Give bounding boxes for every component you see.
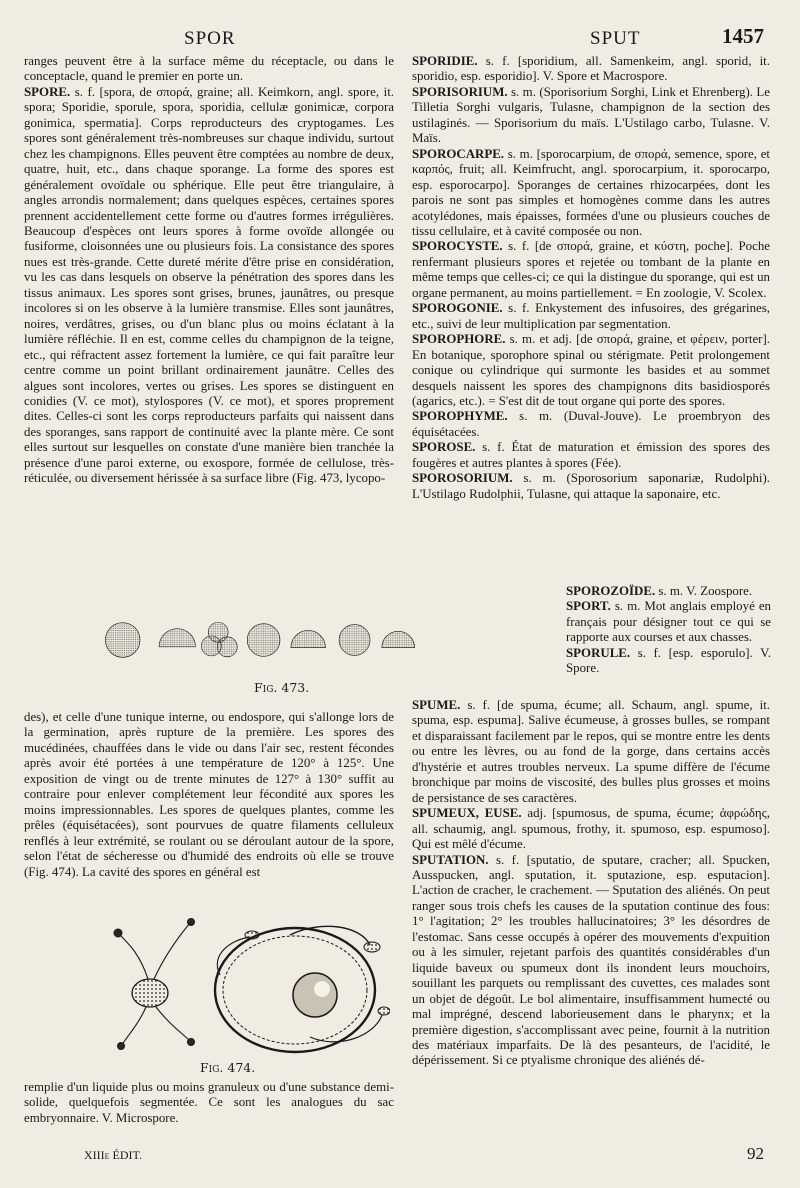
entry-spume <box>412 698 770 806</box>
paragraph-after-fig473: des), et celle d'une tunique interne, ou endospore, qui s'allonge lors de la germination, après rupture de la première. Les spores des mucédinées, chauffées dans le vide ou dans l'air sec, restent fécondes après avoir été portées à une température de 120° à 125°. Une exposition de vingt ou de trente minutes de 127° à 130° suffit au contraire pour enlever complétement leur fécondité aux spores les moins impressionnables. Les spores de quelques plantes, comme les prêles (équisétacées), sont pourvues de quatre filaments celluleux renflés à leur extrémité, se roulant ou se déroulant autour de la spore, selon l'état de sécheresse ou d'humidé des endroits où elle se trouve (Fig. 474). La cavité des spores en général est <box>24 710 394 879</box>
entry-sporocarpe <box>412 147 770 240</box>
entry-body: adj. [spumosus, de spuma, écume; ἀφρώδης, all. schaumig, angl. spumous, frothy, it. spumoso, esp. espumoso]. Qui est mêlé d'écume. <box>412 806 770 852</box>
entry-body: s. m. V. Zoospore. <box>655 584 753 598</box>
page-footer <box>24 1144 764 1168</box>
entry-sporogonie <box>412 301 770 332</box>
left-column-bottom <box>24 1080 394 1126</box>
spore-with-elaters-small <box>114 919 195 1050</box>
spore-round-4 <box>247 624 280 657</box>
entry-body: s. f. [esp. esporulo]. V. Spore. <box>566 645 771 676</box>
running-head-right: SPUT <box>590 28 641 49</box>
left-column-top <box>24 54 394 487</box>
figure-474-caption: Fig. 474. <box>200 1060 256 1075</box>
entry-body: s. f. [sputatio, de sputare, cracher; all. Spucken, Ausspucken, angl. sputation, it. sputazione, esp. esputacion]. L'action de cracher, le crachement. — Sputation des aliénés. On peut ranger sous trois chefs les causes de la sputation continue des fous: 1° l'agitation; 2° les troubles hallucinatoires; 3° les désordres de l'estomac. Sans cesse occupés à opérer des mouvements d'expuition ou à les simuler, rejetant parfois des quantités considérables d'un liquide baveux ou spumeux dont ils inondent leurs mouchoirs, souillant les parquets ou remplissant des cuvettes, ces malades sont un objet de dégoût. Le bol alimentaire, insuffisamment humecté ou mal imprégné, descend laborieusement dans le pharynx; et la première digestion, s'accomplissant avec peine, fournit à la nutrition des matériaux imparfaits. De là des pesanteurs, de l'acidité, le dépérissement. Si ce ptyalisme chronique des aliénés dé- <box>412 852 770 1068</box>
entry-body: s. m. (Sporosorium saponariæ, Rudolphi). L'Ustilago Rudolphii, Tulasne, qui attaque la saponaire, etc. <box>412 471 770 501</box>
entry-spumeux <box>412 806 770 852</box>
entry-sporisorium <box>412 85 770 147</box>
headword: SPORIDIE. <box>412 54 478 68</box>
entry-sporose <box>412 440 770 471</box>
running-head-left: SPOR <box>184 28 236 49</box>
headword: SPORISORIUM. <box>412 84 508 99</box>
entry-body: s. m. (Sporisorium Sorghi, Link et Ehrenberg). Le Tilletia Sorghi vulgaris, Tulasne, champignon de la section des ustilaginés. — Sporisorium du maïs. L'Ustilago carbo, Tulasne. V. Maïs. <box>412 84 770 146</box>
entry-body: s. m. (Duval-Jouve). Le proembryon des équisétacées. <box>412 409 770 439</box>
entry-sporozoide <box>566 584 771 599</box>
figure-473-caption: Fig. 473. <box>254 680 310 695</box>
entry-body: s. f. [spora, de σπορά, graine; all. Keimkorn, angl. spore, it. spora; Sporidie, sporule, spora, sporidia, cellulæ gonimicæ, corpora gonimica, spermatia]. Corps reproducteurs des cryptogames. Les spores sont généralement très-nombreuses sur chaque individu, surtout chez les champignons. Elles peuvent être comptées au nombre de deux, quatre, huit, etc., dans chaque sporange. La forme des spores est généralement ovoïdale ou sphérique. Elle peut être triangulaire, à angles arrondis normalement; dans quelques espèces, certaines spores prennent accidentellement cette forme ou d'autres formes irrégulières. Beaucoup d'espèces ont leurs spores à forme ovoïde allongée ou fusiforme, cloisonnées une ou plusieurs fois. La consistance des spores nues est très-grande. Cette dureté mérite d'être prise en considération, vu les cas dans lesquels on observe la pénétration des spores dans les tissus animaux. Les spores sont grises, brunes, jaunâtres, ou presque incolores si on les observe à la lumière transmise. Elles sont jaunâtres, noires, verdâtres, grises, ou d'un blanc plus ou moins éclatant à la lumière réfléchie. Il en est, comme celles du champignon de la teigne, etc., qui réfractent assez fortement la lumière, ce qui fait paraître leur centre comme un point brillant ordinairement jaunâtre. Celles des algues sont incolores, vertes ou grises. Les spores se distinguent en conidies (V. ce mot), stylospores (V. ce mot), et spores proprement dites. Celles-ci sont les corps reproducteurs parfaits qui naissent dans des sporanges, sans rapport de continuité avec la plante mère. Ce sont elles surtout sur lesquelles on constate d'une manière bien tranchée la présence d'une paroi externe, ou exospore, formée de cellulose, très-réticulée, ou diversement hérissée à sa surface libre (Fig. 473, lycopo- <box>24 84 394 486</box>
continued-paragraph: ranges peuvent être à la surface même du réceptacle, ou dans le conceptacle, quand le premier en porte un. <box>24 54 394 84</box>
headword: SPOROGONIE. <box>412 301 503 316</box>
page-number-bottom: 92 <box>747 1144 764 1163</box>
right-column-narrow <box>566 584 771 677</box>
paragraph-end: remplie d'un liquide plus ou moins granuleux ou d'une substance demi-solide, quelquefois segmentée. Ce sont les analogues du sac embryonnaire. V. Microspore. <box>24 1080 394 1125</box>
headword: SPORE. <box>24 84 71 99</box>
entry-sporidie <box>412 54 770 85</box>
right-column-bottom <box>412 698 770 1069</box>
figure-474-equisetum-spores <box>90 915 390 1055</box>
spore-half-5 <box>291 630 326 647</box>
entry-spore <box>24 85 394 487</box>
headword: SPOROSORIUM. <box>412 471 513 486</box>
headword: SPOROSE. <box>412 440 476 455</box>
entry-body: s. f. [de σπορά, graine, et κύστη, poche]. Poche renfermant plusieurs spores et rejetée ou tombant de la plante en même temps que celles-ci; ce qui la distingue du sporange, qui est un organe permanent, au moins partiellement. = En zoologie, V. Scolex. <box>412 239 770 300</box>
figure-473-spores <box>100 600 450 680</box>
entry-sport <box>566 599 771 645</box>
headword: SPOROZOÏDE. <box>566 584 656 598</box>
headword: SPOROPHORE. <box>412 332 506 347</box>
headword: SPORT. <box>566 599 611 614</box>
spore-cluster-3 <box>201 622 237 657</box>
spore-with-elaters-large <box>215 926 390 1052</box>
entry-body: s. f. Enkystement des infusoires, des grégarines, etc., suivi de leur multiplication par segmentation. <box>412 301 770 331</box>
entry-sporosorium <box>412 471 770 502</box>
entry-body: s. m. Mot anglais employé en français pour désigner tout ce qui se rapporte aux courses et aux chasses. <box>566 599 771 645</box>
spore-half-7 <box>382 631 415 647</box>
edition-note: XIIIe ÉDIT. <box>84 1148 142 1162</box>
headword: SPOROCYSTE. <box>412 239 503 254</box>
right-column-top <box>412 54 770 502</box>
spore-round-1 <box>105 623 140 658</box>
entry-body: s. f. État de maturation et émission des spores des fougères et autres plantes à spores (Fée). <box>412 440 770 470</box>
left-column-middle <box>24 710 394 880</box>
entry-body: s. f. [de spuma, écume; all. Schaum, angl. spume, it. spuma, esp. espuma]. Salive écumeuse, à grosses bulles, se rompant et disparaissant facilement par le repos, qui se montre entre les dents ou entre les lèvres, ou au fond de la gorge, dans certains accès d'hystérie et autres troubles nerveux. La spume diffère de l'écume bronchique par moins de viscosité, des bulles plus grosses et moins de persistance de ses caractères. <box>412 698 770 805</box>
headword: SPUME. <box>412 698 461 712</box>
entry-sporophore <box>412 332 770 409</box>
entry-sporule <box>566 646 771 677</box>
spore-half-2 <box>159 629 195 647</box>
entry-sporocyste <box>412 239 770 301</box>
spore-round-6 <box>339 625 370 656</box>
headword: SPOROCARPE. <box>412 146 505 161</box>
entry-body: s. f. [sporidium, all. Samenkeim, angl. sporid, it. sporidio, esp. esporidio]. V. Spore et Macrospore. <box>412 54 770 84</box>
headword: SPORULE. <box>566 645 631 660</box>
entry-body: s. m. et adj. [de σπορά, graine, et φέρειν, porter]. En botanique, sporophore spinal ou stérigmate. Petit prolongement conique ou cylindrique qui surmonte les basides et au sommet desquels naissent les spores des champignons dits basidiosporés (agarics, etc.). = S'est dit de tout organe qui porte des spores. <box>412 332 770 408</box>
entry-sporophyme <box>412 409 770 440</box>
headword: SPUMEUX, EUSE. <box>412 806 522 821</box>
headword: SPOROPHYME. <box>412 409 508 424</box>
headword: SPUTATION. <box>412 852 489 867</box>
entry-sputation <box>412 853 770 1069</box>
entry-body: s. m. [sporocarpium, de σπορά, semence, spore, et καρπός, fruit; all. Keimfrucht, angl. sporocarpium, it. sporocarpo, esp. esporocarpo]. Sporanges de certaines rhizocarpées, dont les parois ne sont pas simples et homogènes comme dans les autres acotylédones, mais épaisses, formées d'une ou plusieurs couches de tissu cellulaire, et à cavité composée ou non. <box>412 146 770 238</box>
page-header <box>24 22 764 48</box>
page-number-top: 1457 <box>722 24 764 48</box>
